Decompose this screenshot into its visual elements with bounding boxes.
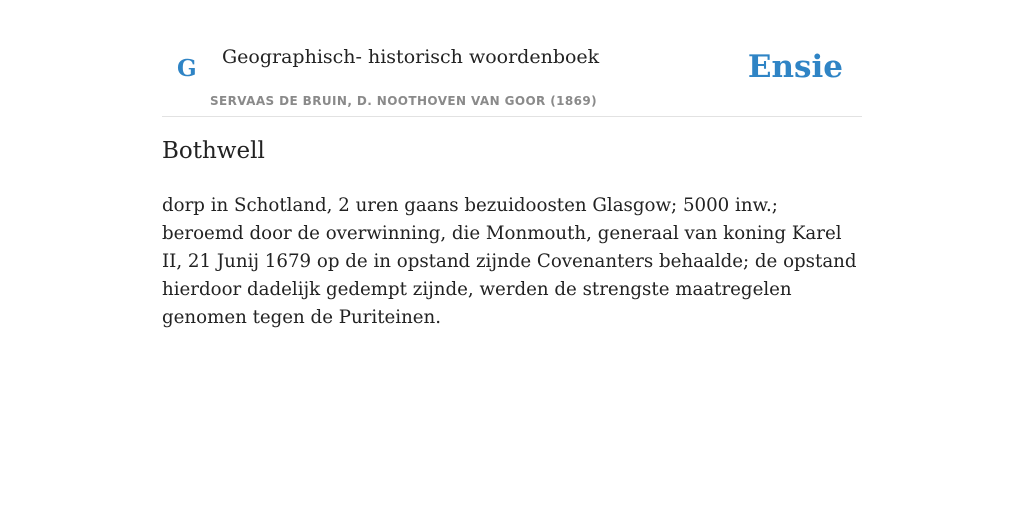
book-logo-letter[interactable]: G (177, 55, 197, 82)
entry-definition: dorp in Schotland, 2 uren gaans bezuidoosten Glasgow; 5000 inw.; beroemd door de overwinning, die Monmouth, generaal van koning Karel II, 21 Junij 1679 op de in opstand zijnde Covenanters behaalde; de opstand hierdoor dadelijk gedempt zijnde, werden de strengste maatregelen genomen tegen de Puriteinen. (162, 195, 857, 328)
ensie-logo-link[interactable]: Ensie (747, 49, 843, 85)
book-title-link[interactable]: Geographisch- historisch woordenboek (222, 46, 600, 68)
book-header (162, 30, 862, 117)
book-author: SERVAAS DE BRUIN, D. NOOTHOVEN VAN GOOR (1869) (210, 94, 598, 108)
entry-title: Bothwell (162, 138, 265, 164)
